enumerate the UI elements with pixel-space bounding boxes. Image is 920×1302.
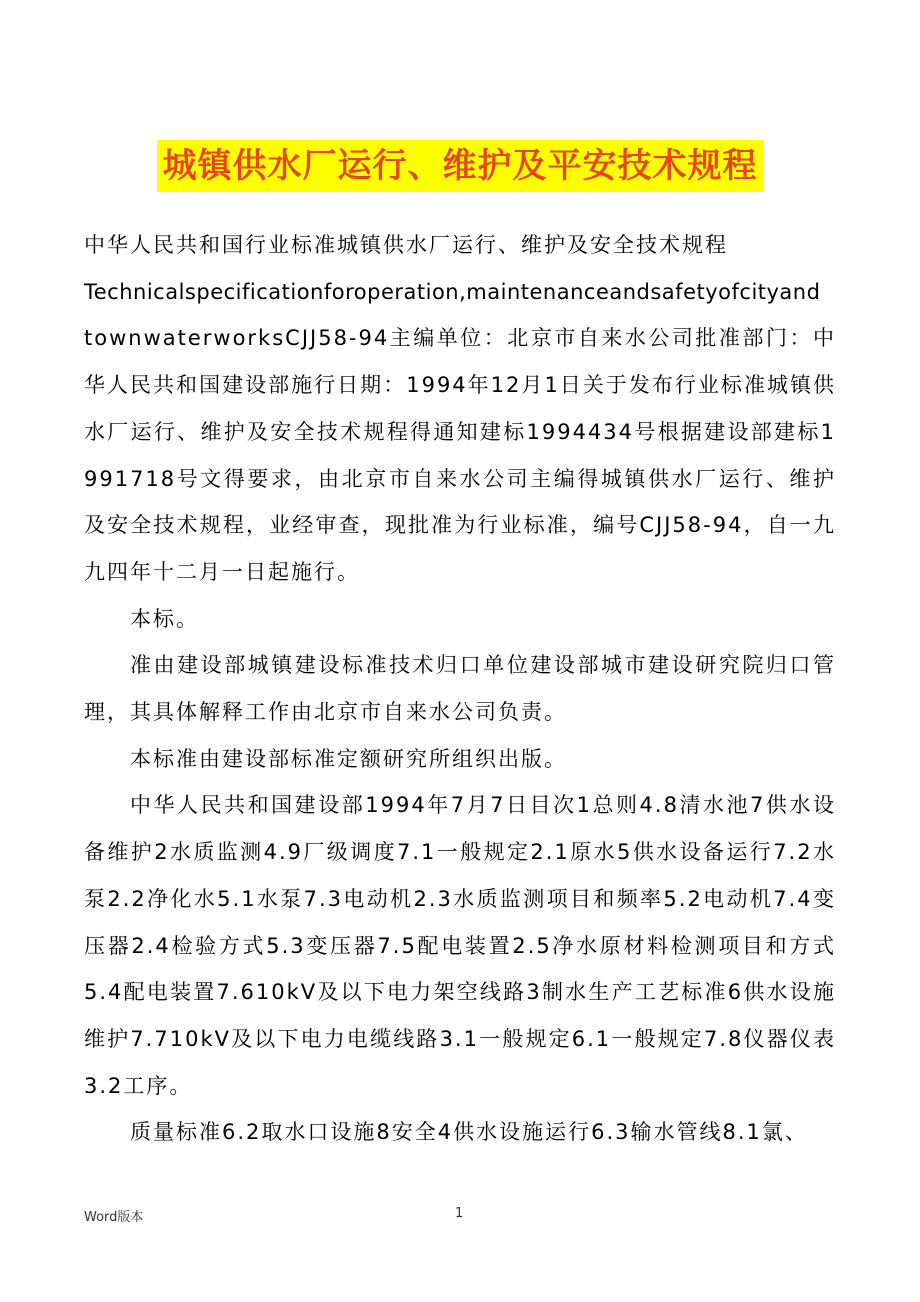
document-title: 城镇供水厂运行、维护及平安技术规程 bbox=[157, 140, 764, 192]
paragraph-standard-short: 本标。 bbox=[130, 606, 199, 631]
page-number: 1 bbox=[455, 1206, 464, 1221]
paragraph-publisher: 本标准由建设部标准定额研究所组织出版。 bbox=[130, 746, 567, 771]
paragraph-contents: 中华人民共和国建设部1994年7月7日目次1总则4.8清水池7供水设备维护2水质监测4.9厂级调度7.1一般规定2.1原水5供水设备运行7.2水泵2.2净化水5.1水泵7.3电动机2.3水质监测项目和频率5.2电动机7.4变压器2.4检验方式5.3变压器7.5配电装置2.5净水原材料检测项目和方式5.4配电装置7.610kV及以下电力架空线路3制水生产工艺标准6供水设施维护7.710kV及以下电力电缆线路3.1一般规定6.1一般规定7.8仪器仪表3.2工序。 bbox=[84, 793, 836, 1098]
paragraph-quality-standard: 质量标准6.2取水口设施8安全4供水设施运行6.3输水管线8.1氯、 bbox=[130, 1120, 808, 1145]
paragraph-notice: townwaterworksCJJ58-94主编单位：北京市自来水公司批准部门：中华人民共和国建设部施行日期：1994年12月1日关于发布行业标准城镇供水厂运行、维护及安全技术规程得通知建标1994434号根据建设部建标1991718号文得要求，由北京市自来水公司主编得城镇供水厂运行、维护及安全技术规程，业经审查，现批准为行业标准，编号CJJ58-94，自一九九四年十二月一日起施行。 bbox=[84, 326, 836, 584]
document-body bbox=[84, 222, 836, 1156]
paragraph-english-title: Technicalspecificationforoperation,maintenanceandsafetyofcityand bbox=[84, 279, 821, 304]
paragraph-standard-name: 中华人民共和国行业标准城镇供水厂运行、维护及安全技术规程 bbox=[84, 233, 728, 257]
title-container bbox=[0, 140, 920, 192]
footer-label: Word版本 bbox=[84, 1210, 144, 1225]
paragraph-management: 准由建设部城镇建设标准技术归口单位建设部城市建设研究院归口管理，其具体解释工作由北京市自来水公司负责。 bbox=[84, 653, 836, 725]
